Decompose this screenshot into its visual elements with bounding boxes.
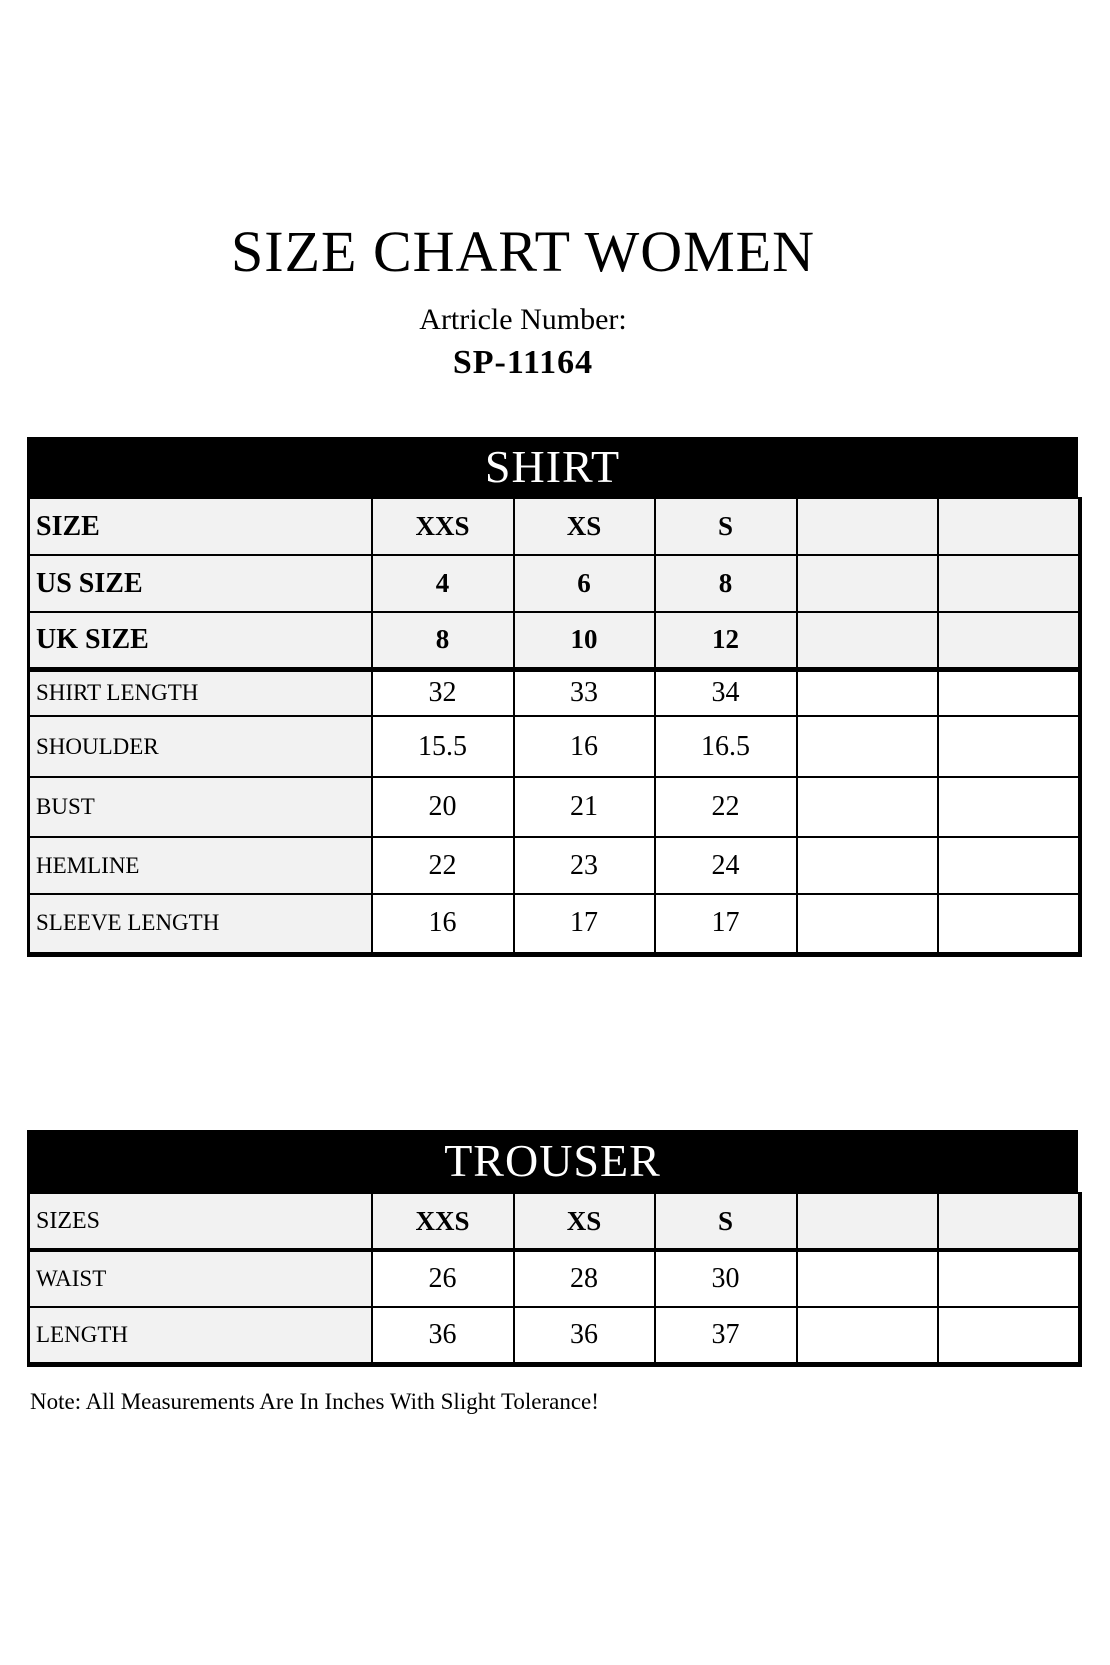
size-cell: [797, 612, 938, 669]
value-cell: 17: [514, 894, 655, 954]
row-label: LENGTH: [29, 1307, 372, 1364]
value-cell: [938, 669, 1080, 716]
value-cell: 17: [655, 894, 797, 954]
size-cell: 10: [514, 612, 655, 669]
value-cell: 33: [514, 669, 655, 716]
value-cell: 22: [372, 837, 514, 894]
value-cell: 28: [514, 1250, 655, 1307]
table-row: [29, 894, 1080, 954]
row-label: SIZES: [29, 1193, 372, 1250]
size-cell: 8: [372, 612, 514, 669]
row-label: HEMLINE: [29, 837, 372, 894]
value-cell: 21: [514, 777, 655, 837]
table-row: [29, 1250, 1080, 1307]
value-cell: 16.5: [655, 716, 797, 777]
table-row: [29, 555, 1080, 612]
size-cell: 6: [514, 555, 655, 612]
value-cell: [797, 669, 938, 716]
size-cell: 8: [655, 555, 797, 612]
article-number-label: Artricle Number:: [419, 303, 627, 336]
value-cell: 32: [372, 669, 514, 716]
size-cell: S: [655, 498, 797, 555]
value-cell: 20: [372, 777, 514, 837]
value-cell: 36: [514, 1307, 655, 1364]
value-cell: [938, 837, 1080, 894]
size-cell: [797, 498, 938, 555]
size-cell: S: [655, 1193, 797, 1250]
value-cell: [938, 894, 1080, 954]
size-cell: XXS: [372, 498, 514, 555]
value-cell: 15.5: [372, 716, 514, 777]
value-cell: [938, 1307, 1080, 1364]
size-cell: [938, 555, 1080, 612]
size-cell: [938, 498, 1080, 555]
value-cell: 30: [655, 1250, 797, 1307]
value-cell: 16: [372, 894, 514, 954]
table-row: [29, 498, 1080, 555]
shirt-size-table: [27, 437, 1078, 957]
value-cell: 22: [655, 777, 797, 837]
value-cell: [797, 777, 938, 837]
row-label: SIZE: [29, 498, 372, 555]
size-cell: 4: [372, 555, 514, 612]
size-cell: [797, 555, 938, 612]
trouser-table-title-band: TROUSER: [27, 1130, 1078, 1192]
table-row: [29, 777, 1080, 837]
table-row: [29, 669, 1080, 716]
value-cell: [797, 716, 938, 777]
size-cell: 12: [655, 612, 797, 669]
value-cell: [797, 837, 938, 894]
shirt-table-title-band: SHIRT: [27, 437, 1078, 497]
value-cell: 36: [372, 1307, 514, 1364]
value-cell: [797, 1250, 938, 1307]
trouser-table: [27, 1192, 1082, 1367]
table-row: [29, 837, 1080, 894]
table-row: [29, 1193, 1080, 1250]
value-cell: 37: [655, 1307, 797, 1364]
value-cell: [938, 1250, 1080, 1307]
size-cell: XS: [514, 498, 655, 555]
row-label: US SIZE: [29, 555, 372, 612]
value-cell: 26: [372, 1250, 514, 1307]
size-cell: [938, 612, 1080, 669]
size-cell: XS: [514, 1193, 655, 1250]
table-row: [29, 716, 1080, 777]
shirt-table: [27, 497, 1082, 957]
row-label: BUST: [29, 777, 372, 837]
row-label: UK SIZE: [29, 612, 372, 669]
size-cell: XXS: [372, 1193, 514, 1250]
row-label: WAIST: [29, 1250, 372, 1307]
table-row: [29, 1307, 1080, 1364]
value-cell: 34: [655, 669, 797, 716]
value-cell: [938, 777, 1080, 837]
row-label: SHIRT LENGTH: [29, 669, 372, 716]
row-label: SLEEVE LENGTH: [29, 894, 372, 954]
trouser-size-table: [27, 1130, 1078, 1367]
value-cell: [938, 716, 1080, 777]
value-cell: [797, 894, 938, 954]
article-number-value: SP-11164: [452, 344, 594, 381]
table-row: [29, 612, 1080, 669]
size-cell: [797, 1193, 938, 1250]
measurement-note: Note: All Measurements Are In Inches With Slight Tolerance!: [30, 1389, 599, 1414]
value-cell: 23: [514, 837, 655, 894]
value-cell: 16: [514, 716, 655, 777]
page-title: SIZE CHART WOMEN: [231, 219, 815, 284]
row-label: SHOULDER: [29, 716, 372, 777]
size-cell: [938, 1193, 1080, 1250]
value-cell: [797, 1307, 938, 1364]
value-cell: 24: [655, 837, 797, 894]
